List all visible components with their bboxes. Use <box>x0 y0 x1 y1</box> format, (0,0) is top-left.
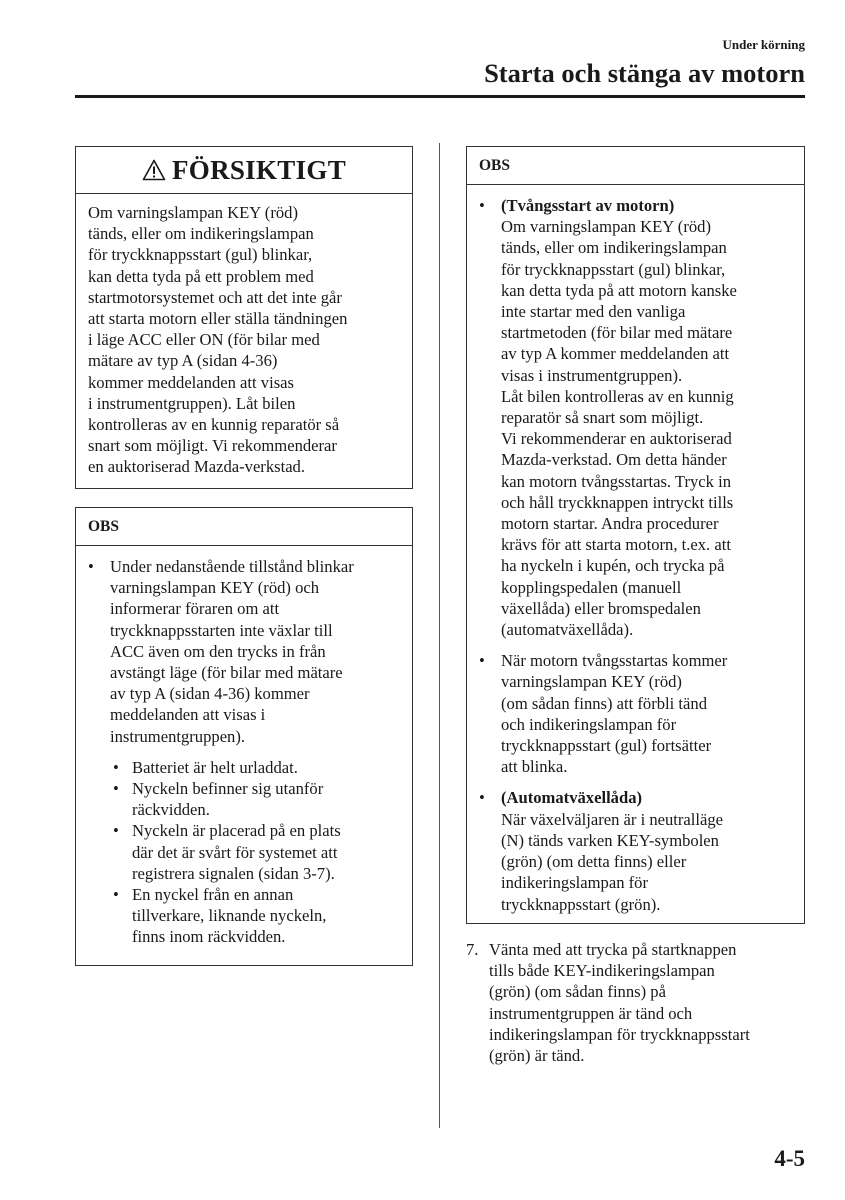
caution-box <box>75 146 413 489</box>
sub-bullet-item <box>76 820 412 884</box>
text-line: varningslampan KEY (röd) <box>501 672 682 692</box>
text-line: En nyckel från en annan <box>132 885 294 905</box>
text-line: indikeringslampan för tryckknappsstart <box>489 1024 750 1044</box>
text-line: tryckknappsstart (gul) fortsätter <box>501 736 712 756</box>
step-7 <box>466 939 750 1066</box>
text-line: (om sådan finns) att förbli tänd <box>501 693 707 713</box>
caution-line: kommer meddelanden att visas <box>88 372 294 392</box>
bullet-icon: • <box>479 196 485 215</box>
caution-line: startmotorsystemet och att det inte går <box>88 287 342 307</box>
text-line: av typ A (sidan 4-36) kommer <box>110 684 310 704</box>
bullet-icon: • <box>479 788 485 808</box>
text-line: varningslampan KEY (röd) och <box>110 578 320 598</box>
text-line: krävs för att starta motorn, t.ex. att <box>501 535 731 555</box>
bullet-icon: • <box>113 821 119 841</box>
caution-line: tänds, eller om indikeringslampan <box>88 224 314 244</box>
bullet-icon: • <box>479 651 485 671</box>
bullet-icon: • <box>88 557 94 576</box>
text-line: reparatör så snart som möjligt. <box>501 408 704 428</box>
text-line: Under nedanstående tillstånd blinkar <box>110 557 354 576</box>
text-line: Nyckeln befinner sig utanför <box>132 779 324 799</box>
header-rule <box>75 95 805 98</box>
text-line: startmetoden (för bilar med mätare <box>501 323 733 343</box>
text-line: räckvidden. <box>132 800 210 820</box>
text-line: Batteriet är helt urladdat. <box>132 757 298 777</box>
text-line: (grön) är tänd. <box>489 1046 585 1066</box>
text-line: växellåda) eller bromspedalen <box>501 598 701 618</box>
text-line: (N) tänds varken KEY-symbolen <box>501 830 719 850</box>
bullet-icon: • <box>113 779 119 799</box>
obs-box-left <box>75 507 413 966</box>
text-line: tills både KEY-indikeringslampan <box>489 961 715 981</box>
text-line: finns inom räckvidden. <box>132 927 286 947</box>
text-line: Om varningslampan KEY (röd) <box>501 217 711 237</box>
text-line: instrumentgruppen är tänd och <box>489 1003 693 1023</box>
text-line: kan detta tyda på att motorn kanske <box>501 280 737 300</box>
caution-line: mätare av typ A (sidan 4-36) <box>88 351 278 371</box>
obs-heading: OBS <box>467 147 804 185</box>
caution-line: en auktoriserad Mazda-verkstad. <box>88 457 306 477</box>
page-number: 4-5 <box>774 1146 805 1171</box>
text-line: avstängt läge (för bilar med mätare <box>110 663 343 683</box>
step-text <box>466 939 750 1066</box>
text-line: (grön) (om sådan finns) på <box>489 982 666 1002</box>
item-title: (Tvångsstart av motorn) <box>501 196 675 215</box>
caution-heading: FÖRSIKTIGT <box>171 154 347 185</box>
text-line: där det är svårt för systemet att <box>132 842 338 862</box>
text-line: ACC även om den trycks in från <box>110 641 326 661</box>
text-line: ha nyckeln i kupén, och trycka på <box>501 556 725 576</box>
text-line: indikeringslampan för <box>501 873 649 893</box>
item-title: (Automatväxellåda) <box>501 788 643 808</box>
text-line: tryckknappsstart (grön). <box>501 894 661 914</box>
text-line: instrumentgruppen). <box>110 726 246 746</box>
caution-line: i instrumentgruppen). Låt bilen <box>88 393 296 413</box>
text-line: Vi rekommenderar en auktoriserad <box>501 429 732 449</box>
column-divider <box>439 143 440 1128</box>
text-line: tillverkare, liknande nyckeln, <box>132 906 327 926</box>
text-line: visas i instrumentgruppen). <box>501 365 683 385</box>
bullet-icon: • <box>113 757 119 777</box>
text-line: kopplingspedalen (manuell <box>501 577 682 597</box>
text-line: tryckknappsstarten inte växlar till <box>110 620 333 640</box>
caution-line: kontrolleras av en kunnig reparatör så <box>88 415 340 435</box>
text-line: motorn startar. Andra procedurer <box>501 514 719 534</box>
text-line: kan motorn tvångsstartas. Tryck in <box>501 471 731 491</box>
bullet-item <box>467 650 804 777</box>
text-line: och indikeringslampan för <box>501 714 677 734</box>
obs-body-right <box>467 185 804 915</box>
caution-line: i läge ACC eller ON (för bilar med <box>88 330 320 350</box>
warning-triangle-icon <box>142 159 166 181</box>
text-line: för tryckknappsstart (gul) blinkar, <box>501 259 726 279</box>
sub-bullet-item <box>76 778 412 820</box>
text-line: Nyckeln är placerad på en plats <box>132 821 341 841</box>
caution-line: kan detta tyda på ett problem med <box>88 266 314 286</box>
text-line: inte startar med den vanliga <box>501 302 686 322</box>
caution-line: Om varningslampan KEY (röd) <box>88 203 298 222</box>
text-line: (automatväxellåda). <box>501 620 634 640</box>
text-line: och håll tryckknappen intryckt tills <box>501 492 734 512</box>
text-line: av typ A kommer meddelanden att <box>501 344 730 364</box>
text-line: Låt bilen kontrolleras av en kunnig <box>501 386 734 406</box>
caution-line: snart som möjligt. Vi rekommenderar <box>88 436 337 456</box>
text-line: registrera signalen (sidan 3-7). <box>132 863 335 883</box>
text-line: Mazda-verkstad. Om detta händer <box>501 450 727 470</box>
bullet-icon: • <box>113 885 119 905</box>
text-line: När växelväljaren är i neutralläge <box>501 809 724 829</box>
bullet-item <box>467 195 804 640</box>
text-line: att blinka. <box>501 757 568 777</box>
bullet-item <box>467 787 804 914</box>
text-line: informerar föraren om att <box>110 599 280 619</box>
caution-line: för tryckknappsstart (gul) blinkar, <box>88 245 313 265</box>
sub-bullet-item <box>76 757 412 778</box>
step-number: 7. <box>466 940 479 959</box>
obs-heading: OBS <box>76 508 412 546</box>
caution-line: att starta motorn eller ställa tändningen <box>88 309 348 329</box>
text-line: När motorn tvångsstartas kommer <box>501 651 728 671</box>
text-line: (grön) (om detta finns) eller <box>501 852 687 872</box>
section-label: Under körning <box>722 37 805 52</box>
text-line: Vänta med att trycka på startknappen <box>489 940 737 959</box>
obs-box-right <box>466 146 805 924</box>
caution-body <box>76 194 412 478</box>
page-title: Starta och stänga av motorn <box>484 58 805 88</box>
caution-header <box>76 147 412 194</box>
text-line: meddelanden att visas i <box>110 705 266 725</box>
bullet-item <box>76 556 412 747</box>
sub-bullet-item <box>76 884 412 948</box>
obs-body-left <box>76 546 412 948</box>
text-line: tänds, eller om indikeringslampan <box>501 238 727 258</box>
